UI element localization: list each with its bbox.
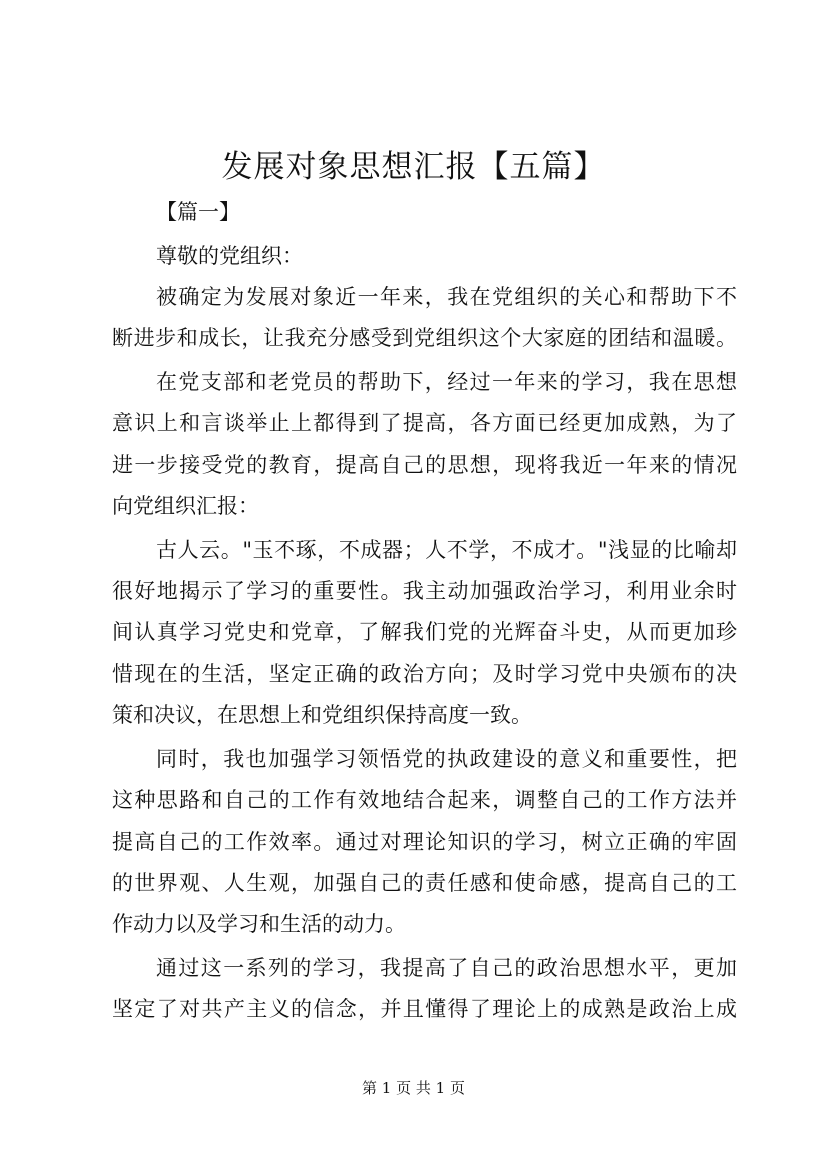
body-line: 提高自己的工作效率。通过对理论知识的学习，树立正确的牢固 [112,830,737,854]
body-line: 同时，我也加强学习领悟党的执政建设的意义和重要性，把 [156,747,737,771]
body-line: 向党组织汇报： [112,494,259,518]
body-line: 间认真学习党史和党章，了解我们党的光辉奋斗史，从而更加珍 [112,620,737,644]
body-line: 坚定了对共产主义的信念，并且懂得了理论上的成熟是政治上成 [112,997,737,1021]
body-line: 作动力以及学习和生活的动力。 [112,912,406,936]
body-line: 惜现在的生活，坚定正确的政治方向；及时学习党中央颁布的决 [112,662,737,686]
body-line: 很好地揭示了学习的重要性。我主动加强政治学习，利用业余时 [112,579,737,603]
page-footer: 第 1 页 共 1 页 [362,1079,465,1097]
body-line: 古人云。"玉不琢，不成器；人不学，不成才。"浅显的比喻却 [156,538,737,562]
body-line: 在党支部和老党员的帮助下，经过一年来的学习，我在思想 [156,370,737,394]
body-line: 策和决议，在思想上和党组织保持高度一致。 [112,703,532,727]
body-line: 断进步和成长，让我充分感受到党组织这个大家庭的团结和温暖。 [112,326,737,350]
salutation: 尊敬的党组织： [156,244,303,268]
body-line: 被确定为发展对象近一年来，我在党组织的关心和帮助下不 [156,285,737,309]
body-line: 通过这一系列的学习，我提高了自己的政治思想水平，更加 [156,956,737,980]
body-line: 的世界观、人生观，加强自己的责任感和使命感，提高自己的工 [112,871,737,895]
document-title: 发展对象思想汇报【五篇】 [221,149,606,185]
body-line: 进一步接受党的教育，提高自己的思想，现将我近一年来的情况 [112,453,737,477]
body-line: 意识上和言谈举止上都得到了提高，各方面已经更加成熟，为了 [112,411,737,435]
body-line: 这种思路和自己的工作有效地结合起来，调整自己的工作方法并 [112,788,737,812]
section-label: 【篇一】 [156,200,240,224]
